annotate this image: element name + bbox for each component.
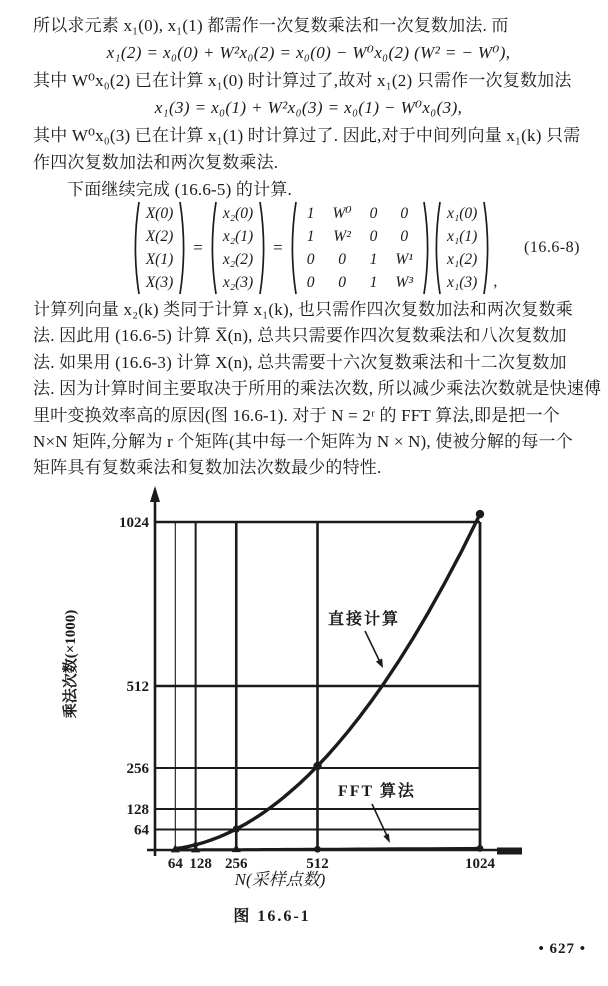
lhs-vector [141,202,179,294]
vector-entry: X(0) [145,205,174,222]
text-line: 法. 如果用 (16.6-3) 计算 X(n), 总共需要十六次复数乘法和十二次复数加 [33,352,567,372]
vector-entry: x₁(2) [446,251,478,268]
matrix-cell: 0 [369,228,378,245]
text-line: 矩阵具有复数乘法和复数加法次数最少的特性. [33,458,382,478]
annotation-fft: FFT 算法 [338,783,416,800]
y-axis-title: 乘法次数(×1000) [63,609,79,719]
matrix-cell: 0 [338,274,346,291]
left-paren-icon [288,200,298,296]
text-line: 所以求元素 x₁(0), x₁(1) 都需作一次复数乘法和一次复数加法. 而 [33,16,509,35]
x-axis-title: N(采样点数) [234,870,326,889]
figure-caption: 图 16.6-1 [233,908,311,925]
coefficient-matrix [298,202,422,294]
matrix-cell: 1 [369,274,378,291]
vector-entry: x₁(3) [446,274,478,291]
matrix-cell: W² [333,228,351,245]
formula-line: x₁(2) = x₀(0) + W²x₀(2) = x₀(0) − W⁰x₀(2) (W² = − W⁰), [106,43,511,63]
y-tick-label: 128 [126,802,149,818]
text-line: 其中 W⁰x₀(2) 已在计算 x₁(0) 时计算过了,故对 x₁(2) 只需作一次复数加法 [33,70,572,90]
x-tick-label: 1024 [465,856,495,872]
formula-line: x₁(3) = x₀(1) + W²x₀(3) = x₀(1) − W⁰x₀(3), [154,98,463,118]
vector-entry: x₁(0) [446,205,478,222]
matrix-cell: 0 [400,228,409,245]
rhs-vector [442,202,482,294]
annotation-direct: 直接计算 [328,611,401,628]
paragraph-2 [33,297,602,482]
vector-entry: X(1) [145,251,174,268]
right-paren-icon [422,200,432,296]
y-tick-label: 256 [126,761,149,777]
matrix-cell: W¹ [395,251,413,268]
text-line: 法. 因此用 (16.6-5) 计算 X̅(n), 总共只需要作四次复数乘法和八次复数加 [33,326,567,346]
text-line: 里叶变换效率高的原因(图 16.6-1). 对于 N = 2ʳ 的 FFT 算法,即是把一个 [33,405,560,425]
x-tick-label: 64 [167,856,183,872]
annotation-arrowhead-icon [383,834,390,843]
text-line: N×N 矩阵,分解为 r 个矩阵(其中每一个矩阵为 N × N), 使被分解的每一个 [33,431,573,451]
y-tick-label: 64 [134,822,149,839]
right-paren-icon [482,200,492,296]
matrix-cell: W³ [395,274,413,291]
direct-data-point [476,510,484,518]
fft-data-point [232,844,241,852]
text-line: 作四次复数加法和两次复数乘法. [33,152,279,172]
direct-data-point [233,825,240,832]
left-paren-icon [432,200,442,296]
x-tick-label: 128 [189,856,212,872]
vector-entry: x₂(3) [222,274,254,291]
fft-data-point [477,845,484,852]
left-paren-icon [131,200,141,296]
x-tick-label: 512 [306,856,329,872]
equation-comma: , [493,273,498,290]
text-line: 计算列向量 x₂(k) 类同于计算 x₁(k), 也只需作四次复数加法和两次复数乘 [33,300,573,319]
vector-entry: x₂(1) [222,228,254,245]
page-number: • 627 • [538,941,586,957]
curve-direct [175,514,480,849]
right-paren-icon [258,200,268,296]
equals-sign: = [273,238,283,257]
text-line: 下面继续完成 (16.6-5) 的计算. [67,180,292,200]
equation-number: (16.6-8) [524,239,580,256]
curve-fft [175,848,480,850]
matrix-cell: 0 [400,205,409,222]
matrix-cell: W⁰ [332,205,352,222]
vector-entry: X(2) [145,228,174,245]
left-paren-icon [208,200,218,296]
matrix-cell: 0 [306,251,315,268]
figure-chart [38,478,568,908]
text-line: 其中 W⁰x₀(3) 已在计算 x₁(1) 时计算过了. 因此,对于中间列向量 x₁(k) 只需 [33,125,581,145]
y-tick-label: 512 [126,679,149,695]
y-tick-label: 1024 [119,515,149,531]
matrix-cell: 1 [369,251,378,268]
matrix-cell: 0 [306,274,315,291]
matrix-cell: 1 [306,228,315,245]
annotation-arrowhead-icon [376,658,383,668]
right-paren-icon [178,200,188,296]
mid-vector [218,202,258,294]
matrix-cell: 0 [338,251,346,268]
equation-16-6-8 [40,199,588,297]
vector-entry: x₂(0) [222,205,254,222]
matrix-cell: 0 [369,205,378,222]
vector-entry: x₁(1) [446,228,478,245]
text-line: 法. 因为计算时间主要取决于所用的乘法次数, 所以减少乘法次数就是快速傅 [33,379,602,399]
paragraph-1 [33,12,584,204]
y-axis-arrow-icon [150,486,160,502]
equals-sign: = [193,238,203,257]
vector-entry: x₂(2) [222,251,254,268]
annotation-arrow [365,631,380,662]
matrix-cell: 1 [306,205,315,222]
direct-data-point [313,762,321,770]
x-tick-label: 256 [225,856,248,872]
vector-entry: X(3) [145,274,174,291]
fft-data-point [314,846,321,853]
